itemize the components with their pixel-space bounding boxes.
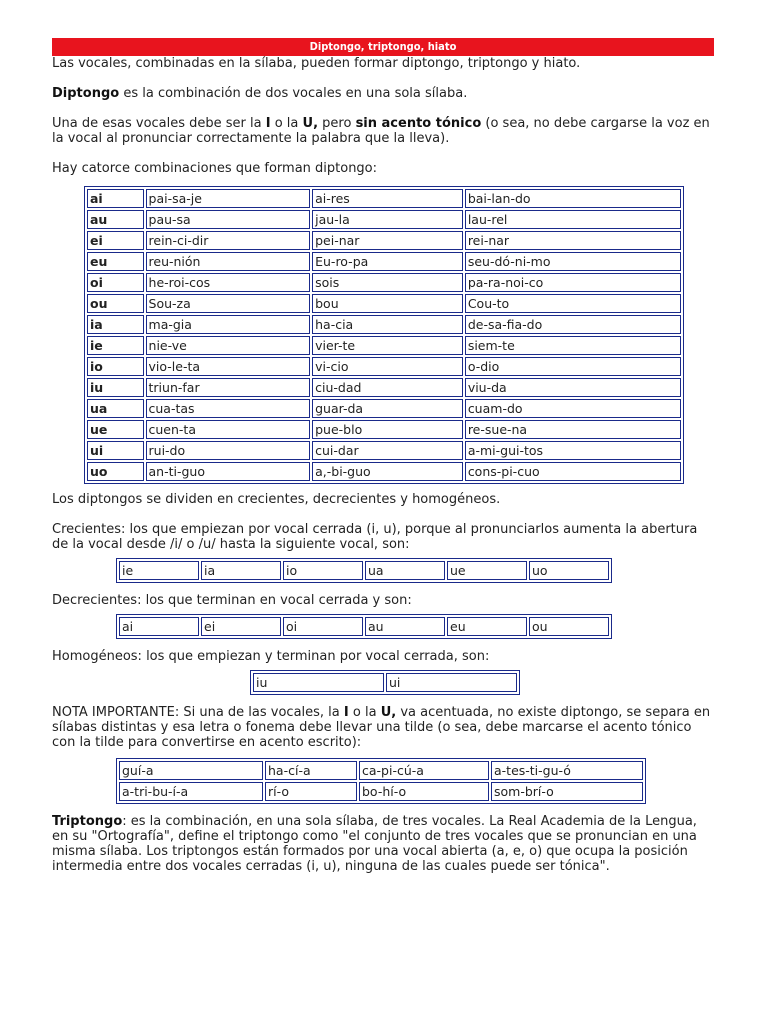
- nota-text-2: o la: [348, 705, 381, 720]
- example-word-cell: ma-gia: [146, 315, 311, 334]
- example-word-cell: seu-dó-ni-mo: [465, 252, 681, 271]
- example-word-cell: cua-tas: [146, 399, 311, 418]
- example-word-cell: reu-nión: [146, 252, 311, 271]
- example-word-cell: Cou-to: [465, 294, 681, 313]
- example-word-cell: viu-da: [465, 378, 681, 397]
- table-row: [87, 441, 681, 460]
- table-row: [87, 189, 681, 208]
- example-word-cell: nie-ve: [146, 336, 311, 355]
- example-word-cell: cuam-do: [465, 399, 681, 418]
- rule-text-3: pero: [318, 116, 356, 131]
- rule-letter-i: I: [265, 116, 271, 131]
- nota-letter-u: U,: [380, 705, 397, 720]
- crecientes-paragraph: Crecientes: los que empiezan por vocal cerrada (i, u), porque al pronunciarlos aumenta la abertura de la vocal desde /i/ o /u/ hasta la siguiente vocal, son:: [52, 522, 698, 552]
- diptongo-pair-cell: au: [87, 210, 144, 229]
- table-row: [119, 561, 609, 580]
- intro-paragraph: Las vocales, combinadas en la sílaba, pueden formar diptongo, triptongo y hiato.: [52, 56, 581, 71]
- decreciente-cell: oi: [283, 617, 363, 636]
- table-row: [119, 782, 643, 801]
- example-word-cell: o-dio: [465, 357, 681, 376]
- table-row: [119, 617, 609, 636]
- example-word-cell: he-roi-cos: [146, 273, 311, 292]
- accented-word-cell: guí-a: [119, 761, 263, 780]
- example-word-cell: triun-far: [146, 378, 311, 397]
- decreciente-cell: ai: [119, 617, 199, 636]
- rule-text-2: o la: [270, 116, 303, 131]
- division-paragraph: Los diptongos se dividen en crecientes, decrecientes y homogéneos.: [52, 492, 501, 507]
- rule-sin-acento: sin acento tónico: [355, 116, 482, 131]
- accented-word-cell: rí-o: [265, 782, 357, 801]
- example-word-cell: jau-la: [312, 210, 463, 229]
- diptongo-pair-cell: ia: [87, 315, 144, 334]
- example-word-cell: pei-nar: [312, 231, 463, 250]
- example-word-cell: pa-ra-noi-co: [465, 273, 681, 292]
- diptongo-pair-cell: iu: [87, 378, 144, 397]
- diptongo-pair-cell: ue: [87, 420, 144, 439]
- crecientes-table: [116, 558, 612, 583]
- diptongo-pair-cell: ei: [87, 231, 144, 250]
- nota-letter-i: I: [343, 705, 349, 720]
- example-word-cell: rein-ci-dir: [146, 231, 311, 250]
- table-row: [87, 315, 681, 334]
- table-row: [87, 462, 681, 481]
- example-word-cell: ciu-dad: [312, 378, 463, 397]
- diptongo-pair-cell: ou: [87, 294, 144, 313]
- example-word-cell: vier-te: [312, 336, 463, 355]
- table-row: [253, 673, 517, 692]
- table-row: [87, 273, 681, 292]
- triptongo-term: Triptongo: [52, 814, 123, 829]
- table-row: [87, 357, 681, 376]
- homogeneos-table: [250, 670, 520, 695]
- nota-paragraph: [52, 705, 714, 750]
- creciente-cell: ia: [201, 561, 281, 580]
- example-word-cell: re-sue-na: [465, 420, 681, 439]
- example-word-cell: bou: [312, 294, 463, 313]
- example-word-cell: lau-rel: [465, 210, 681, 229]
- example-word-cell: cui-dar: [312, 441, 463, 460]
- rule-letter-u: U,: [302, 116, 319, 131]
- example-word-cell: rei-nar: [465, 231, 681, 250]
- example-word-cell: Eu-ro-pa: [312, 252, 463, 271]
- example-word-cell: ha-cia: [312, 315, 463, 334]
- document-page: [52, 38, 714, 874]
- example-word-cell: guar-da: [312, 399, 463, 418]
- example-word-cell: a,-bi-guo: [312, 462, 463, 481]
- example-word-cell: vio-le-ta: [146, 357, 311, 376]
- rule-paragraph: [52, 116, 714, 146]
- diptongo-pair-cell: eu: [87, 252, 144, 271]
- table-row: [87, 420, 681, 439]
- diptongo-pair-cell: io: [87, 357, 144, 376]
- diptongo-definition: [52, 86, 714, 101]
- example-word-cell: siem-te: [465, 336, 681, 355]
- creciente-cell: ua: [365, 561, 445, 580]
- table-row: [87, 231, 681, 250]
- nota-text-3: va acentuada, no existe diptongo, se separa en sílabas distintas y esa letra o fonema debe llevar una tilde (o sea, debe marcarse el acento tónico con la tilde para convertirse en acento escrito):: [52, 705, 711, 750]
- example-word-cell: an-ti-guo: [146, 462, 311, 481]
- example-word-cell: cuen-ta: [146, 420, 311, 439]
- table-row: [87, 399, 681, 418]
- diptongo-pair-cell: ui: [87, 441, 144, 460]
- accented-word-cell: a-tri-bu-í-a: [119, 782, 263, 801]
- decreciente-cell: ou: [529, 617, 609, 636]
- accented-word-cell: ha-cí-a: [265, 761, 357, 780]
- table-row: [119, 761, 643, 780]
- decreciente-cell: au: [365, 617, 445, 636]
- table-row: [87, 294, 681, 313]
- homogeneos-paragraph: Homogéneos: los que empiezan y terminan por vocal cerrada, son:: [52, 649, 490, 664]
- creciente-cell: ie: [119, 561, 199, 580]
- example-word-cell: a-mi-gui-tos: [465, 441, 681, 460]
- rule-text-4: (o sea, no debe cargarse la voz en la vocal al pronunciar correctamente la palabra que la lleva).: [52, 116, 710, 146]
- accented-word-cell: a-tes-ti-gu-ó: [491, 761, 643, 780]
- accented-word-cell: ca-pi-cú-a: [359, 761, 489, 780]
- table-row: [87, 252, 681, 271]
- triptongo-definition-text: : es la combinación, en una sola sílaba, de tres vocales. La Real Academia de la Lengua, en su "Ortografía", define el triptongo como "el conjunto de tres vocales que se pronuncian en una misma sílaba. Los triptongos están formados por una vocal abierta (a, e, o) que ocupa la posición intermedia entre dos vocales cerradas (i, u), ninguna de las cuales puede ser tónica".: [52, 814, 697, 874]
- example-word-cell: pai-sa-je: [146, 189, 311, 208]
- diptongo-pair-cell: ie: [87, 336, 144, 355]
- example-word-cell: de-sa-fia-do: [465, 315, 681, 334]
- table-row: [87, 336, 681, 355]
- diptongo-pair-cell: ai: [87, 189, 144, 208]
- catorce-paragraph: Hay catorce combinaciones que forman diptongo:: [52, 161, 378, 176]
- example-word-cell: sois: [312, 273, 463, 292]
- homogeneo-cell: ui: [386, 673, 517, 692]
- homogeneo-cell: iu: [253, 673, 384, 692]
- accented-word-cell: som-brí-o: [491, 782, 643, 801]
- diptongo-pair-cell: oi: [87, 273, 144, 292]
- decreciente-cell: ei: [201, 617, 281, 636]
- creciente-cell: ue: [447, 561, 527, 580]
- diptongos-table: [84, 186, 684, 484]
- decrecientes-paragraph: Decrecientes: los que terminan en vocal cerrada y son:: [52, 593, 412, 608]
- decreciente-cell: eu: [447, 617, 527, 636]
- example-word-cell: vi-cio: [312, 357, 463, 376]
- example-word-cell: rui-do: [146, 441, 311, 460]
- example-word-cell: ai-res: [312, 189, 463, 208]
- diptongo-pair-cell: ua: [87, 399, 144, 418]
- decrecientes-table: [116, 614, 612, 639]
- diptongo-term: Diptongo: [52, 86, 120, 101]
- example-word-cell: Sou-za: [146, 294, 311, 313]
- table-row: [87, 378, 681, 397]
- nota-text-1: NOTA IMPORTANTE: Si una de las vocales, la: [52, 705, 344, 720]
- example-word-cell: cons-pi-cuo: [465, 462, 681, 481]
- acentuadas-table: [116, 758, 646, 804]
- page-title: Diptongo, triptongo, hiato: [52, 38, 714, 56]
- example-word-cell: pue-blo: [312, 420, 463, 439]
- diptongo-pair-cell: uo: [87, 462, 144, 481]
- example-word-cell: pau-sa: [146, 210, 311, 229]
- creciente-cell: io: [283, 561, 363, 580]
- table-row: [87, 210, 681, 229]
- diptongo-definition-text: es la combinación de dos vocales en una sola sílaba.: [119, 86, 468, 101]
- creciente-cell: uo: [529, 561, 609, 580]
- accented-word-cell: bo-hí-o: [359, 782, 489, 801]
- rule-text-1: Una de esas vocales debe ser la: [52, 116, 266, 131]
- triptongo-paragraph: [52, 814, 714, 874]
- example-word-cell: bai-lan-do: [465, 189, 681, 208]
